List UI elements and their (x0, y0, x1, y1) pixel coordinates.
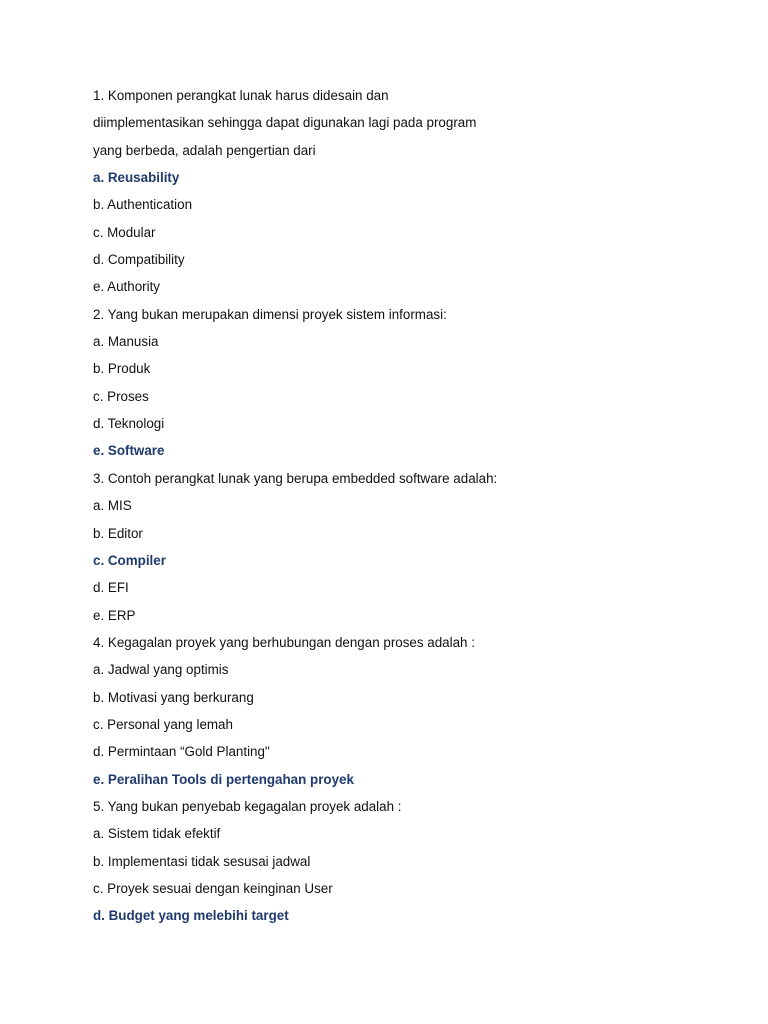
question-4-option-b: b. Motivasi yang berkurang (93, 689, 254, 705)
question-1-option-c: c. Modular (93, 224, 156, 240)
question-5-option-d: d. Budget yang melebihi target (93, 908, 289, 924)
question-1-line-3: yang berbeda, adalah pengertian dari (93, 142, 316, 158)
question-2-option-a: a. Manusia (93, 334, 159, 350)
question-3-option-b: b. Editor (93, 525, 143, 541)
question-2-prompt: 2. Yang bukan merupakan dimensi proyek sistem informasi: (93, 306, 447, 322)
question-5-option-a: a. Sistem tidak efektif (93, 826, 221, 842)
question-3-option-d: d. EFI (93, 580, 129, 596)
question-3-option-e: e. ERP (93, 607, 136, 623)
question-4-option-c: c. Personal yang lemah (93, 716, 233, 732)
question-2-option-d: d. Teknologi (93, 416, 165, 432)
question-3-option-c: c. Compiler (93, 552, 166, 568)
question-1-option-d: d. Compatibility (93, 252, 185, 268)
document-content (93, 86, 693, 934)
question-4-prompt: 4. Kegagalan proyek yang berhubungan dengan proses adalah : (93, 634, 475, 650)
question-4-option-d: d. Permintaan “Gold Planting" (93, 744, 270, 760)
question-5-option-c: c. Proyek sesuai dengan keinginan User (93, 880, 333, 896)
question-2-option-c: c. Proses (93, 388, 149, 404)
question-2-option-e: e. Software (93, 443, 165, 459)
question-1-option-e: e. Authority (93, 279, 160, 295)
question-5-prompt: 5. Yang bukan penyebab kegagalan proyek adalah : (93, 798, 402, 814)
question-4-option-e: e. Peralihan Tools di pertengahan proyek (93, 771, 354, 787)
question-2-option-b: b. Produk (93, 361, 151, 377)
question-3-option-a: a. MIS (93, 498, 132, 514)
question-1-option-a: a. Reusability (93, 170, 180, 186)
question-1-line-1: 1. Komponen perangkat lunak harus didesain dan (93, 88, 389, 103)
question-5-option-b: b. Implementasi tidak sesusai jadwal (93, 853, 311, 869)
question-3-prompt: 3. Contoh perangkat lunak yang berupa embedded software adalah: (93, 470, 498, 486)
question-1-option-b: b. Authentication (93, 197, 193, 213)
question-4-option-a: a. Jadwal yang optimis (93, 662, 229, 678)
question-1-line-2: diimplementasikan sehingga dapat digunakan lagi pada program (93, 115, 477, 131)
